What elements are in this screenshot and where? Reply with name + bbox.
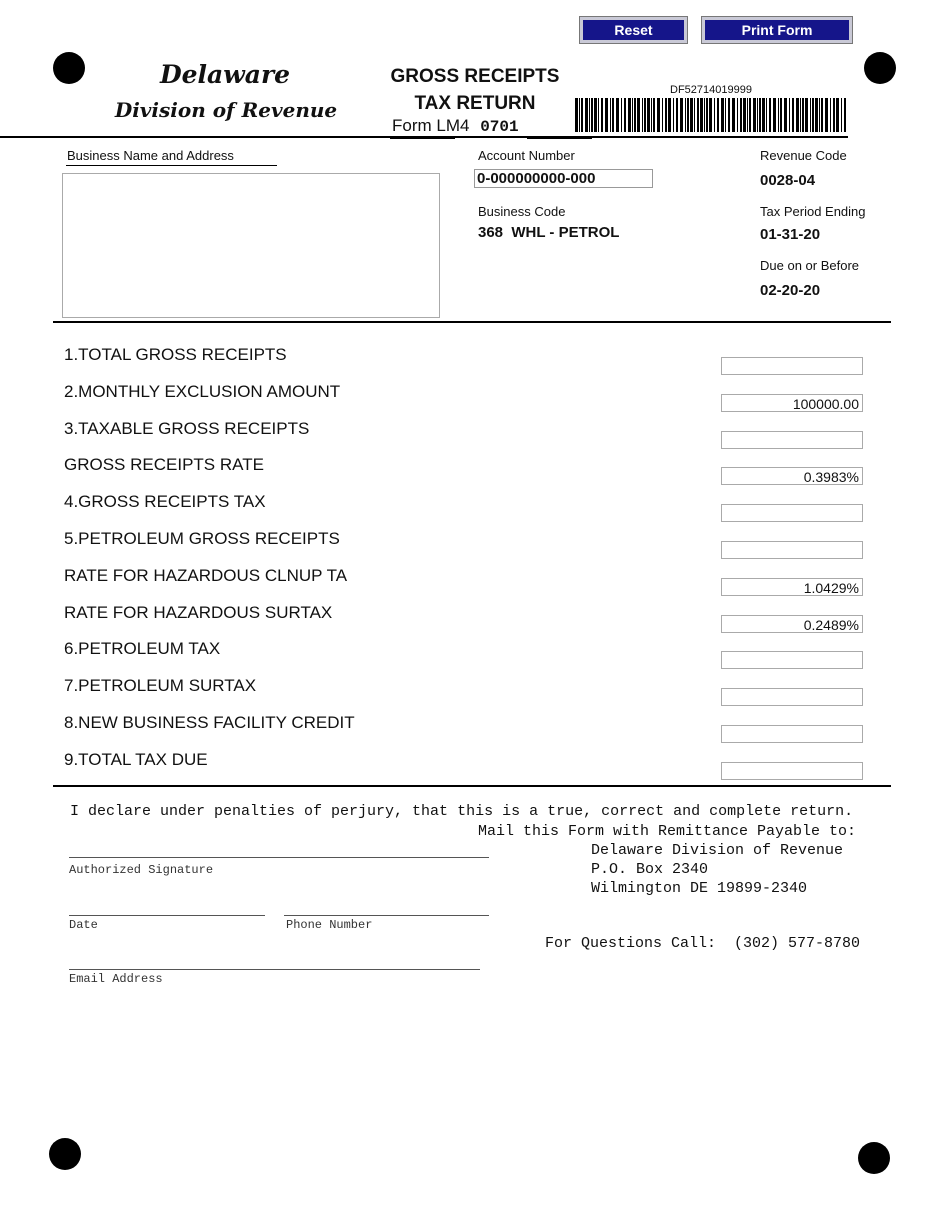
barcode-bar xyxy=(668,98,671,132)
address-line-3: Wilmington DE 19899-2340 xyxy=(591,880,808,897)
barcode-bar xyxy=(802,98,804,132)
barcode-bar xyxy=(694,98,695,132)
line-label: 7.PETROLEUM SURTAX xyxy=(64,676,257,695)
barcode-bar xyxy=(637,98,640,132)
barcode-bar xyxy=(704,98,705,132)
account-number-field[interactable]: 0-000000000-000 xyxy=(474,169,653,188)
barcode-bar xyxy=(673,98,674,132)
barcode-bar xyxy=(616,98,619,132)
revenue-code-value: 0028-04 xyxy=(760,172,816,189)
line-amount-field[interactable]: 1.0429% xyxy=(721,578,863,596)
line-amount-field[interactable] xyxy=(721,357,863,375)
due-date-value: 02-20-20 xyxy=(760,282,821,299)
due-date-label: Due on or Before xyxy=(760,258,860,273)
phone-label: Phone Number xyxy=(286,918,373,932)
signature-line[interactable] xyxy=(69,857,489,858)
line-amount-field[interactable] xyxy=(721,541,863,559)
barcode-bar xyxy=(805,98,808,132)
barcode-bar xyxy=(700,98,703,132)
line-amount-field[interactable] xyxy=(721,431,863,449)
line-amount-field[interactable] xyxy=(721,651,863,669)
barcode-bar xyxy=(612,98,614,132)
line-label: 8.NEW BUSINESS FACILITY CREDIT xyxy=(64,713,355,732)
barcode-bar xyxy=(662,98,663,132)
barcode-number: DF52714019999 xyxy=(670,84,752,96)
info-rule xyxy=(53,321,891,323)
registration-dot-top-left xyxy=(53,52,85,84)
barcode-bar xyxy=(624,98,626,132)
business-name-label-underline xyxy=(66,165,277,166)
barcode-bar xyxy=(665,98,667,132)
line-label: 5.PETROLEUM GROSS RECEIPTS xyxy=(64,529,340,548)
tax-period-label: Tax Period Ending xyxy=(760,204,866,219)
print-form-button[interactable]: Print Form xyxy=(702,17,852,43)
registration-dot-top-right xyxy=(864,52,896,84)
registration-dot-bottom-left xyxy=(49,1138,81,1170)
line-amount-field[interactable]: 100000.00 xyxy=(721,394,863,412)
business-code-label: Business Code xyxy=(478,204,566,219)
revenue-code-label: Revenue Code xyxy=(760,148,847,163)
line-label: 4.GROSS RECEIPTS TAX xyxy=(64,492,266,511)
line-label: 2.MONTHLY EXCLUSION AMOUNT xyxy=(64,382,341,401)
account-number-label: Account Number xyxy=(478,148,575,163)
form-code: 0701 xyxy=(480,118,519,136)
questions-phone: For Questions Call: (302) 577-8780 xyxy=(545,935,861,952)
barcode-bar xyxy=(743,98,746,132)
form-label-underline-left xyxy=(390,138,455,139)
line-label: RATE FOR HAZARDOUS CLNUP TA xyxy=(64,566,348,585)
line-amount-field[interactable] xyxy=(721,725,863,743)
barcode-bar xyxy=(833,98,835,132)
barcode-bar xyxy=(579,98,580,132)
form-name: Form LM4 xyxy=(392,116,470,135)
barcode-bar xyxy=(632,98,633,132)
header-rule xyxy=(0,136,848,138)
line-amount-field[interactable]: 0.3983% xyxy=(721,467,863,485)
barcode-bar xyxy=(634,98,636,132)
barcode-bar xyxy=(800,98,801,132)
barcode-bar xyxy=(749,98,751,132)
barcode-bar xyxy=(575,98,578,132)
barcode-bar xyxy=(581,98,583,132)
email-label: Email Address xyxy=(69,972,163,986)
barcode-bar xyxy=(594,98,597,132)
barcode-bar xyxy=(717,98,719,132)
barcode-bar xyxy=(780,98,782,132)
barcode-bar xyxy=(651,98,652,132)
barcode-bar xyxy=(647,98,650,132)
barcode-bar xyxy=(725,98,726,132)
barcode-bar xyxy=(601,98,603,132)
address-line-2: P.O. Box 2340 xyxy=(591,861,709,878)
barcode-bar xyxy=(598,98,599,132)
business-name-address-box[interactable] xyxy=(62,173,440,318)
barcode-bar xyxy=(753,98,756,132)
barcode-bar xyxy=(610,98,611,132)
barcode-bar xyxy=(841,98,842,132)
mail-instruction: Mail this Form with Remittance Payable to: xyxy=(478,823,857,840)
line-amount-field[interactable] xyxy=(721,688,863,706)
form-title-line2: TAX RETURN xyxy=(414,93,536,114)
barcode-bar xyxy=(825,98,828,132)
barcode-bar xyxy=(762,98,765,132)
barcode-bar xyxy=(789,98,790,132)
lines-bottom-rule xyxy=(53,785,891,787)
barcode-bar xyxy=(810,98,811,132)
barcode-bar xyxy=(737,98,738,132)
reset-button[interactable]: Reset xyxy=(580,17,687,43)
barcode-bar xyxy=(714,98,715,132)
phone-line[interactable] xyxy=(284,915,489,916)
barcode-bar xyxy=(605,98,608,132)
barcode-bar xyxy=(621,98,622,132)
tax-period-value: 01-31-20 xyxy=(760,226,821,243)
barcode-bar xyxy=(732,98,735,132)
barcode-bar xyxy=(628,98,631,132)
barcode-bar xyxy=(657,98,660,132)
line-amount-field[interactable] xyxy=(721,762,863,780)
state-name: Delaware xyxy=(159,60,291,89)
date-line[interactable] xyxy=(69,915,265,916)
barcode-bar xyxy=(812,98,814,132)
form-title-line1: GROSS RECEIPTS xyxy=(390,66,560,87)
barcode-bar xyxy=(796,98,799,132)
barcode-bar xyxy=(676,98,678,132)
barcode-bar xyxy=(706,98,708,132)
line-amount-field[interactable]: 0.2489% xyxy=(721,615,863,633)
barcode-bar xyxy=(792,98,794,132)
declaration-text: I declare under penalties of perjury, that this is a true, correct and complete return. xyxy=(70,803,854,820)
email-line[interactable] xyxy=(69,969,480,970)
barcode-bar xyxy=(759,98,761,132)
barcode-bar xyxy=(747,98,748,132)
barcode-bar xyxy=(821,98,823,132)
barcode-bar xyxy=(721,98,724,132)
barcode-bar xyxy=(690,98,693,132)
line-label: 3.TAXABLE GROSS RECEIPTS xyxy=(64,419,310,438)
barcode-bar xyxy=(815,98,818,132)
form-label xyxy=(392,116,519,136)
barcode-bar xyxy=(642,98,643,132)
line-label: 6.PETROLEUM TAX xyxy=(64,639,221,658)
barcode-bar xyxy=(644,98,646,132)
barcode-bar xyxy=(709,98,712,132)
barcode-bar xyxy=(830,98,831,132)
barcode-bar xyxy=(836,98,839,132)
line-label: 9.TOTAL TAX DUE xyxy=(64,750,208,769)
date-label: Date xyxy=(69,918,98,932)
barcode-bar xyxy=(773,98,776,132)
registration-dot-bottom-right xyxy=(858,1142,890,1174)
signature-label: Authorized Signature xyxy=(69,863,214,877)
line-label: 1.TOTAL GROSS RECEIPTS xyxy=(64,345,287,364)
business-code-value: 368 WHL - PETROL xyxy=(478,224,620,241)
barcode-bar xyxy=(819,98,820,132)
barcode xyxy=(575,98,847,132)
division-name: Division of Revenue xyxy=(114,98,338,122)
barcode-bar xyxy=(757,98,758,132)
business-name-label: Business Name and Address xyxy=(67,148,234,163)
address-line-1: Delaware Division of Revenue xyxy=(591,842,844,859)
line-amount-field[interactable] xyxy=(721,504,863,522)
barcode-bar xyxy=(778,98,779,132)
barcode-bar xyxy=(740,98,742,132)
form-label-underline-right xyxy=(527,138,592,139)
barcode-bar xyxy=(685,98,686,132)
barcode-bar xyxy=(585,98,588,132)
barcode-bar xyxy=(766,98,767,132)
barcode-bar xyxy=(591,98,593,132)
line-label: RATE FOR HAZARDOUS SURTAX xyxy=(64,603,333,622)
barcode-bar xyxy=(687,98,689,132)
barcode-bar xyxy=(844,98,846,132)
barcode-bar xyxy=(769,98,771,132)
line-label: GROSS RECEIPTS RATE xyxy=(64,455,264,474)
barcode-bar xyxy=(728,98,730,132)
barcode-bar xyxy=(589,98,590,132)
barcode-bar xyxy=(784,98,787,132)
barcode-bar xyxy=(680,98,683,132)
barcode-bar xyxy=(697,98,699,132)
barcode-bar xyxy=(653,98,655,132)
